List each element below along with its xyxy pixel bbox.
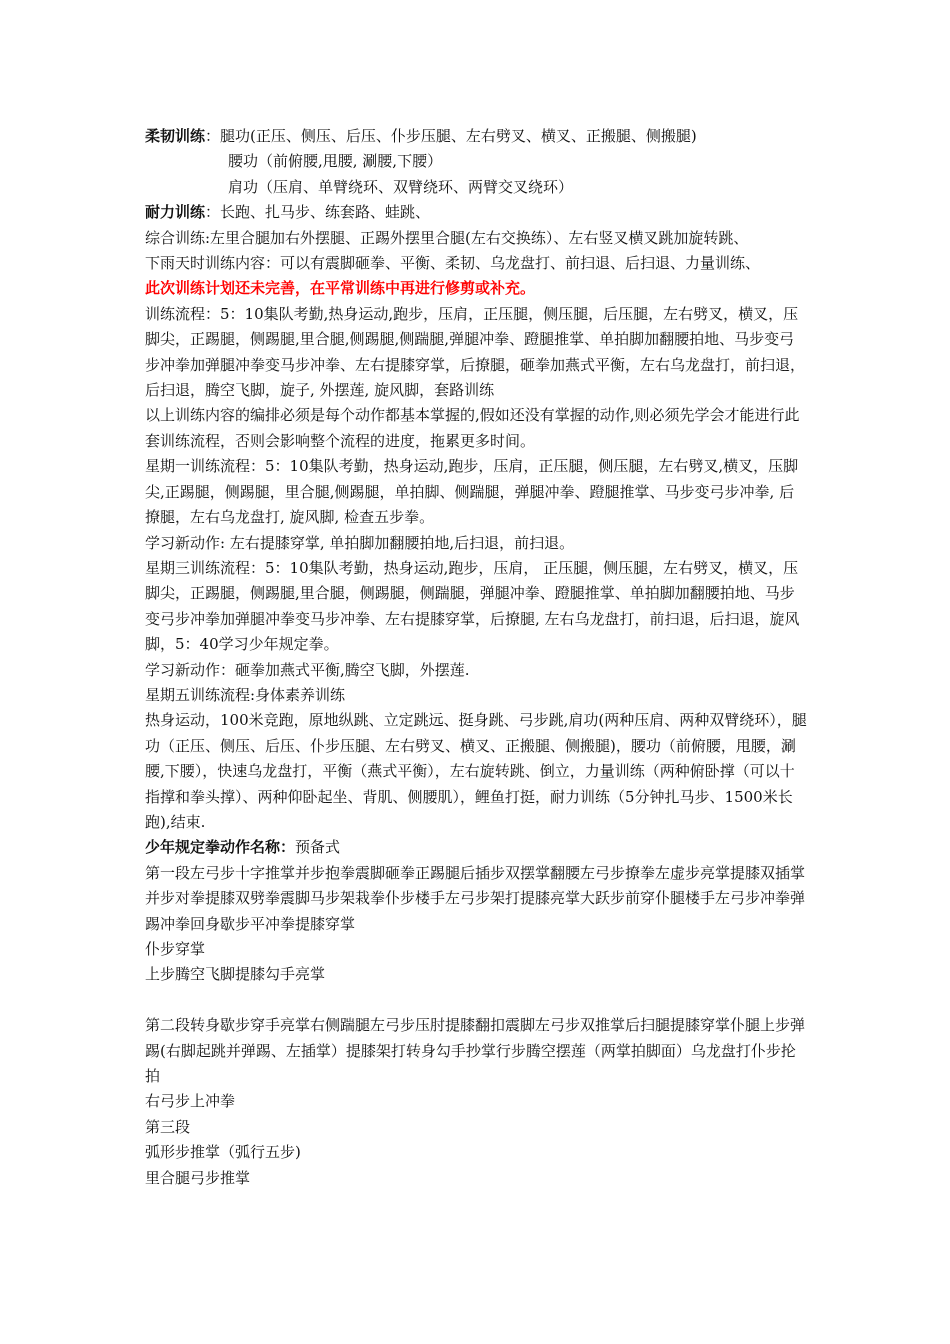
leg-work-text: ：腿功(正压、侧压、后压、仆步压腿、左右劈叉、横叉、正搬腿、侧搬腿): [205, 127, 697, 145]
arc-step-text: 弧形步推掌（弧行五步): [145, 1143, 301, 1162]
comprehensive-training-text: 综合训练:左里合腿加右外摆腿、正踢外摆里合腿(左右交换练）、左右竖叉横叉跳加旋转跳、: [145, 228, 749, 247]
rainy-day-text: 下雨天时训练内容：可以有震脚砸拳、平衡、柔韧、乌龙盘打、前扫退、后扫退、力量训练、: [145, 254, 761, 273]
blank-line: [145, 988, 809, 1013]
arrangement-note-text: 以上训练内容的编排必须是每个动作都基本掌握的,假如还没有掌握的动作,则必须先学会才能进行此套训练流程，否则会影响整个流程的进度，拖累更多时间。: [145, 406, 800, 450]
youth-form-text: 预备式: [295, 838, 341, 857]
waist-work-text: 腰功（前俯腰,甩腰, 涮腰,下腰）: [228, 152, 443, 171]
shoulder-work-text: 肩功（压肩、单臂绕环、双臂绕环、两臂交叉绕环）: [228, 177, 574, 196]
endurance-label: 耐力训练: [145, 203, 206, 222]
plan-notice: 此次训练计划还未完善，在平常训练中再进行修剪或补充。: [145, 279, 536, 298]
wednesday-new-moves-text: 学习新动作：砸拳加燕式平衡,腾空飞脚，外摆莲.: [145, 660, 470, 679]
training-flow-text: 训练流程：5：10集队考勤,热身运动,跑步，压肩，正压腿，侧压腿，后压腿，左右劈叉，横叉，压脚尖，正踢腿，侧踢腿,里合腿,侧踢腿,侧踹腿,弹腿冲拳、蹬腿推掌、单拍脚加翻腰拍地、马步变弓步冲拳加弹腿冲拳变马步冲拳、左右提膝穿掌，后撩腿，砸拳加燕式平衡，左右乌龙盘打，前扫退，后扫退，腾空飞脚，旋子, 外摆莲, 旋风脚，套路训练: [145, 304, 806, 400]
wednesday-flow-text: 星期三训练流程：5：10集队考勤，热身运动,跑步，压肩， 正压腿，侧压腿，左右劈叉，横叉，压脚尖，正踢腿，侧踢腿,里合腿，侧踢腿，侧踹腿，弹腿冲拳、蹬腿推掌、单拍脚加翻腰拍地、马步变弓步冲拳加弹腿冲拳变马步冲拳、左右提膝穿掌，后撩腿, 左右乌龙盘打，前扫退，后扫退，旋风脚，5：40学习少年规定拳。: [145, 558, 800, 654]
friday-flow-text: 星期五训练流程:身体素养训练: [145, 685, 346, 704]
flexibility-line: [145, 124, 809, 149]
shangbu-tengkong-text: 上步腾空飞脚提膝勾手亮掌: [145, 965, 326, 984]
youth-form-label: 少年规定拳动作名称：: [145, 838, 296, 857]
pubu-chuanzhang-text: 仆步穿掌: [145, 940, 206, 958]
youth-form-line: [145, 835, 809, 860]
monday-new-moves-text: 学习新动作: 左右提膝穿掌, 单拍脚加翻腰拍地,后扫退，前扫退。: [145, 533, 575, 552]
endurance-line: [145, 200, 809, 225]
section-three-heading: 第三段: [145, 1117, 191, 1136]
section-one-text: 第一段左弓步十字推掌并步抱拳震脚砸拳正踢腿后插步双摆掌翻腰左弓步撩拳左虚步亮掌提膝双插掌并步对拳提膝双劈拳震脚马步架栽拳仆步楼手左弓步架打提膝亮掌大跃步前穿仆腿楼手左弓步冲拳弹踢冲拳回身歇步平冲拳提膝穿掌: [145, 863, 806, 933]
section-two-text: 第二段转身歇步穿手亮掌右侧踹腿左弓步压肘提膝翻扣震脚左弓步双推掌后扫腿提膝穿掌仆腿上步弹踢(右脚起跳并弹踢、左插掌）提膝架打转身勾手抄掌行步腾空摆莲（两掌拍脚面）乌龙盘打仆步抡拍: [145, 1016, 806, 1086]
friday-detail-text: 热身运动，100米竞跑，原地纵跳、立定跳远、挺身跳、弓步跳,肩功(两种压肩、两种双臂绕环），腿功（正压、侧压、后压、仆步压腿、左右劈叉、横叉、正搬腿、侧搬腿)，腰功（前俯腰，甩腰，涮腰,下腰），快速乌龙盘打，平衡（燕式平衡），左右旋转跳、倒立，力量训练（两种俯卧撑（可以十指撑和拳头撑）、两种仰卧起坐、背肌、侧腰肌），鲤鱼打挺，耐力训练（5分钟扎马步、1500米长跑),结束.: [145, 711, 807, 831]
right-bow-punch-text: 右弓步上冲拳: [145, 1092, 236, 1111]
document-body: [145, 124, 809, 1191]
inner-kick-text: 里合腿弓步推掌: [145, 1168, 251, 1187]
endurance-text: ：长跑、扎马步、练套路、蛙跳、: [205, 203, 431, 222]
flexibility-label: 柔韧训练: [145, 127, 206, 145]
monday-flow-text: 星期一训练流程：5：10集队考勤，热身运动,跑步，压肩，正压腿，侧压腿，左右劈叉,横叉，压脚尖,正踢腿，侧踢腿，里合腿,侧踢腿，单拍脚、侧踹腿，弹腿冲拳、蹬腿推掌、马步变弓步冲拳, 后撩腿，左右乌龙盘打, 旋风脚, 检查五步拳。: [145, 457, 799, 527]
